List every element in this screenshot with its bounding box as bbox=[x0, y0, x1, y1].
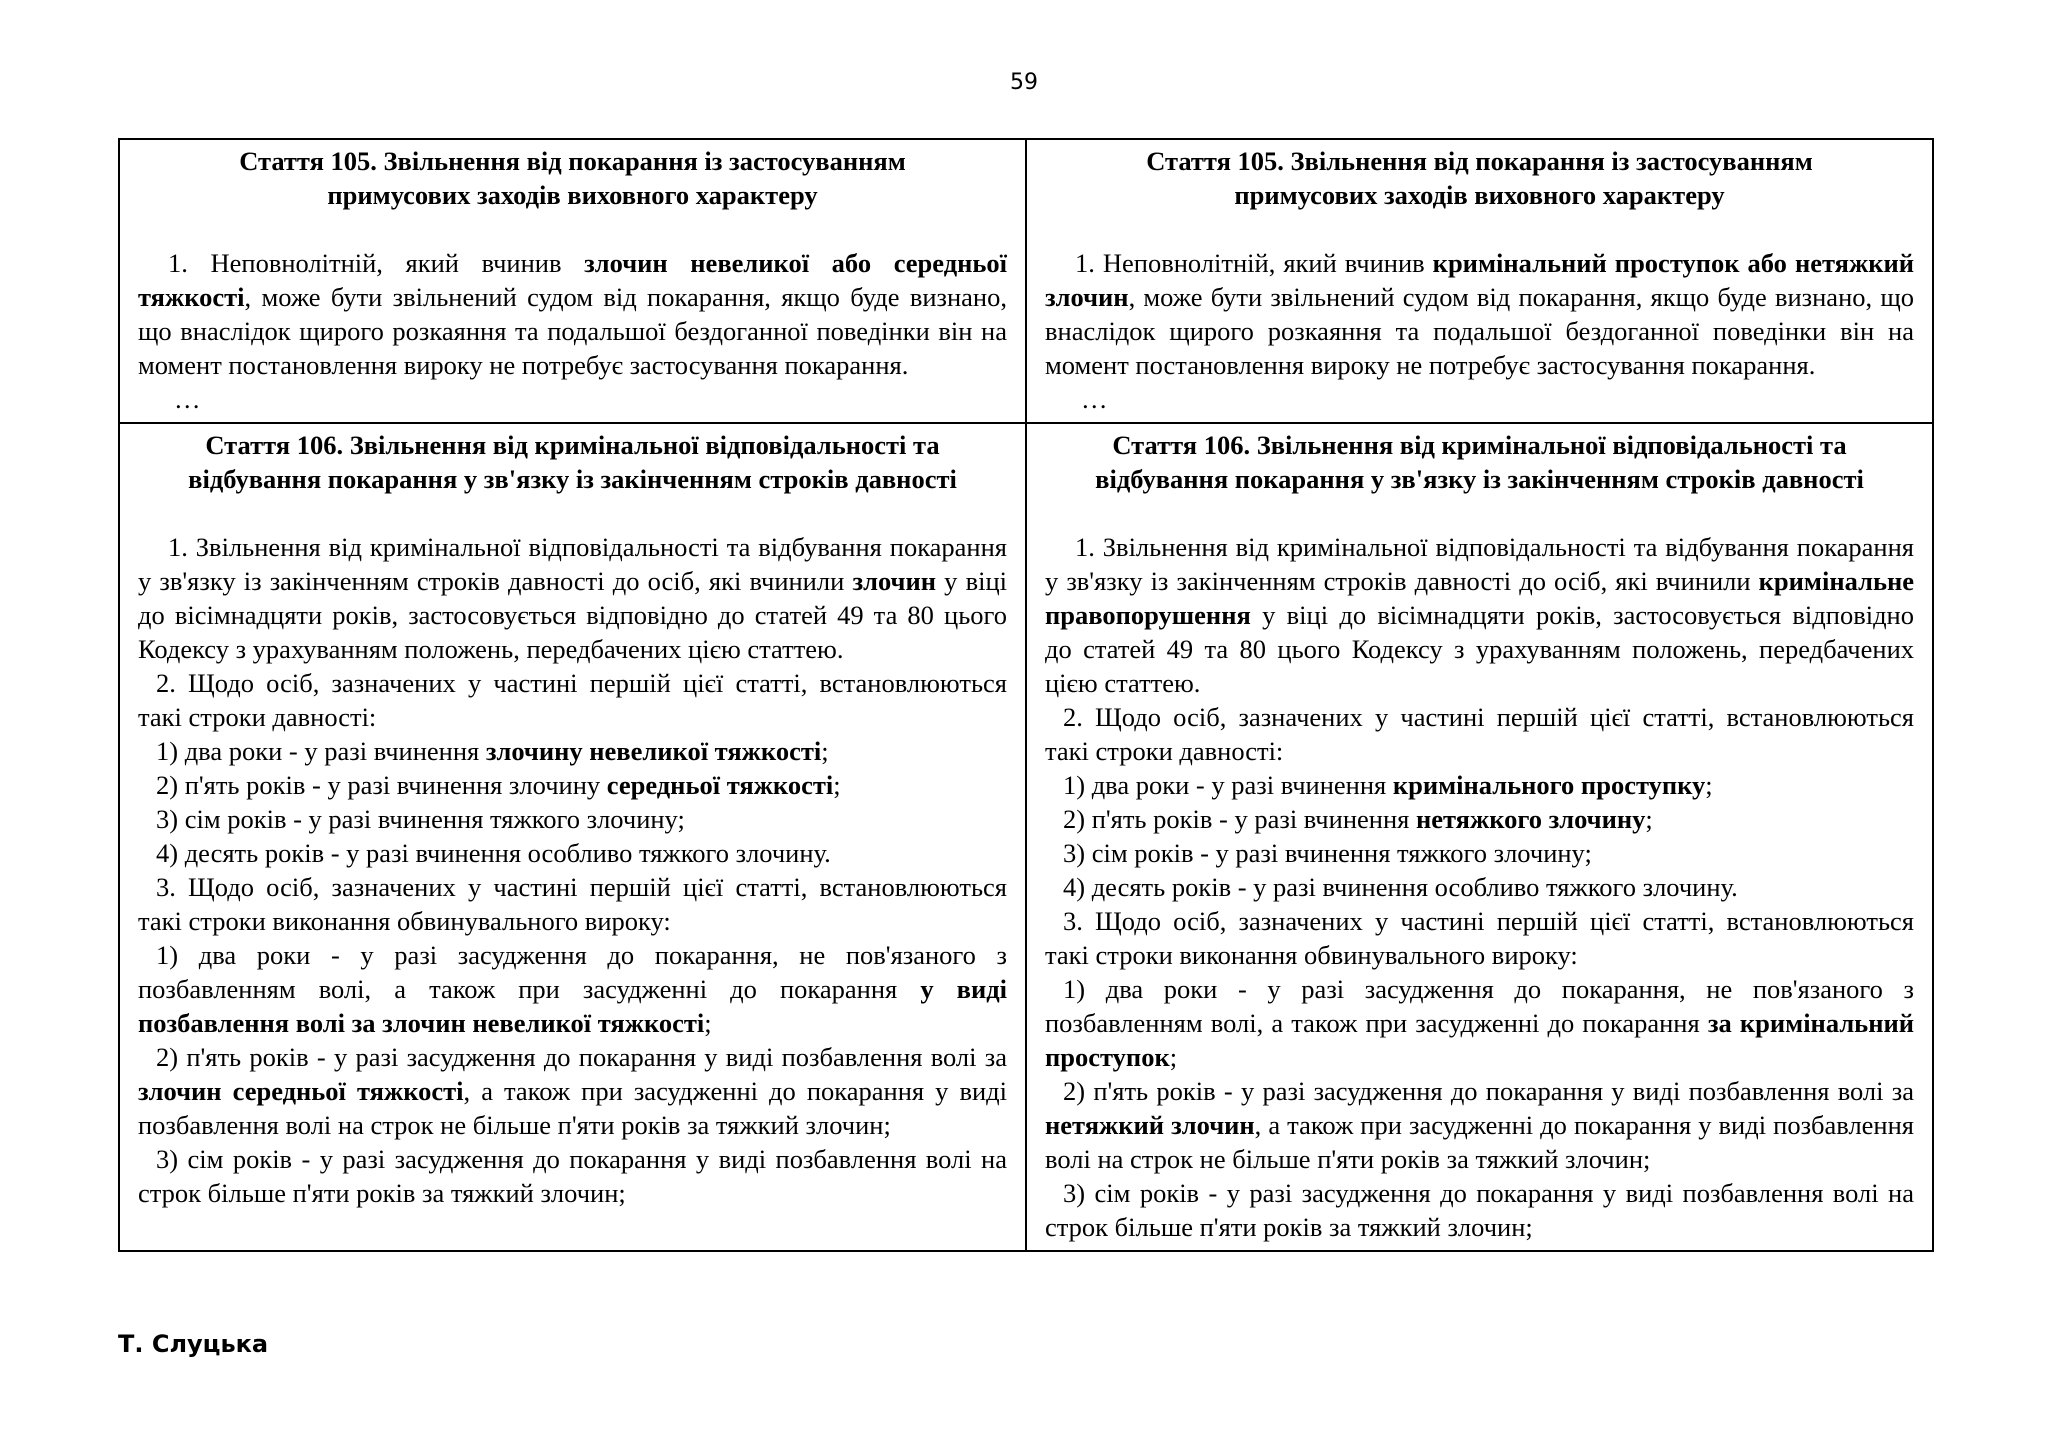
article-title bbox=[138, 428, 1007, 496]
highlighted-text: кримінальний проступок або нетяжкий злочин bbox=[1045, 248, 1914, 312]
article-title bbox=[138, 144, 1007, 212]
highlighted-text: злочину невеликої тяжкості bbox=[485, 736, 822, 766]
highlighted-text: середньої тяжкості bbox=[606, 770, 834, 800]
list-item bbox=[138, 768, 1007, 802]
paragraph: 3. Щодо осіб, зазначених у частині першій цієї статті, встановлюються такі строки виконання обвинувального вироку: bbox=[1045, 906, 1914, 970]
highlighted-text: злочин середньої тяжкості bbox=[138, 1076, 464, 1106]
text: ; bbox=[704, 1008, 712, 1038]
text: 1. Неповнолітній, який вчинив bbox=[1075, 248, 1433, 278]
author-signature: Т. Слуцька bbox=[118, 1330, 269, 1358]
text: 1) два роки - у разі вчинення bbox=[1063, 770, 1393, 800]
highlighted-text: кримінальне правопорушення bbox=[1045, 566, 1914, 630]
paragraph: 2. Щодо осіб, зазначених у частині першій цієї статті, встановлюються такі строки давності: bbox=[138, 668, 1007, 732]
highlighted-text: нетяжкий злочин bbox=[1045, 1110, 1255, 1140]
comparison-table bbox=[118, 138, 1934, 1252]
list-item bbox=[1045, 768, 1914, 802]
text: , а також при засудженні до покарання у виді позбавлення волі на строк не більше п'яти років за тяжкий злочин; bbox=[1045, 1110, 1914, 1174]
list-item bbox=[1045, 972, 1914, 1074]
text: у віці до вісімнадцяти років, застосовується відповідно до статей 49 та 80 цього Кодексу з урахуванням положень, передбачених цією статтею. bbox=[1045, 600, 1914, 698]
text: ; bbox=[821, 736, 829, 766]
highlighted-text: злочин невеликої або середньої тяжкості bbox=[138, 248, 1007, 312]
table-row bbox=[119, 423, 1933, 1251]
text: 1) два роки - у разі вчинення bbox=[156, 736, 486, 766]
ellipsis: … bbox=[174, 384, 201, 414]
text: 1) два роки - у разі засудження до покарання, не пов'язаного з позбавленням волі, а також при засудженні до покарання bbox=[138, 940, 1007, 1004]
article-title-line: Стаття 105. Звільнення від покарання із застосуванням bbox=[1146, 146, 1813, 176]
list-item: 3) сім років - у разі засудження до покарання у виді позбавлення волі на строк більше п'яти років за тяжкий злочин; bbox=[138, 1144, 1007, 1208]
ellipsis: … bbox=[1081, 384, 1108, 414]
list-item bbox=[138, 938, 1007, 1040]
text: 1. Звільнення від кримінальної відповідальності та відбування покарання у зв'язку із закінченням строків давності до осіб, які вчинили bbox=[1045, 532, 1914, 596]
paragraph bbox=[1045, 246, 1914, 382]
paragraph bbox=[1045, 530, 1914, 700]
list-item: 4) десять років - у разі вчинення особливо тяжкого злочину. bbox=[1063, 872, 1738, 902]
text: 2) п'ять років - у разі вчинення bbox=[1063, 804, 1416, 834]
list-item bbox=[138, 1040, 1007, 1142]
paragraph: 3. Щодо осіб, зазначених у частині першій цієї статті, встановлюються такі строки виконання обвинувального вироку: bbox=[138, 872, 1007, 936]
list-item: 3) сім років - у разі засудження до покарання у виді позбавлення волі на строк більше п'яти років за тяжкий злочин; bbox=[1045, 1178, 1914, 1242]
text: 1. Звільнення від кримінальної відповідальності та відбування покарання у зв'язку із закінченням строків давності до осіб, які вчинили bbox=[138, 532, 1007, 596]
text: у віці до вісімнадцяти років, застосовується відповідно до статей 49 та 80 цього Кодексу з урахуванням положень, передбачених цією статтею. bbox=[138, 566, 1007, 664]
highlighted-text: кримінального проступку bbox=[1392, 770, 1706, 800]
text: 1) два роки - у разі засудження до покарання, не пов'язаного з позбавленням волі, а також при засудженні до покарання bbox=[1045, 974, 1914, 1038]
article-title-line: Стаття 106. Звільнення від кримінальної відповідальності та bbox=[205, 430, 940, 460]
list-item bbox=[138, 734, 1007, 768]
list-item: 3) сім років - у разі вчинення тяжкого злочину; bbox=[1063, 838, 1592, 868]
highlighted-text: за кримінальний проступок bbox=[1045, 1008, 1914, 1072]
paragraph bbox=[138, 246, 1007, 382]
text: 2) п'ять років - у разі засудження до покарання у виді позбавлення волі за bbox=[1063, 1076, 1914, 1106]
article-title-line: відбування покарання у зв'язку із закінченням строків давності bbox=[188, 464, 957, 494]
highlighted-text: у виді позбавлення волі за злочин невеликої тяжкості bbox=[138, 974, 1007, 1038]
text: 2) п'ять років - у разі вчинення злочину bbox=[156, 770, 607, 800]
cell-article-106-current bbox=[119, 423, 1026, 1251]
cell-article-106-proposed bbox=[1026, 423, 1933, 1251]
text: ; bbox=[1705, 770, 1713, 800]
text: ; bbox=[1169, 1042, 1178, 1072]
article-title-line: Стаття 105. Звільнення від покарання із застосуванням bbox=[239, 146, 906, 176]
article-title bbox=[1045, 144, 1914, 212]
article-title-line: примусових заходів виховного характеру bbox=[327, 180, 818, 210]
paragraph: 2. Щодо осіб, зазначених у частині першій цієї статті, встановлюються такі строки давності: bbox=[1045, 702, 1914, 766]
text: , а також при засудженні до покарання у виді позбавлення волі на строк не більше п'яти років за тяжкий злочин; bbox=[138, 1076, 1007, 1140]
cell-article-105-current bbox=[119, 139, 1026, 423]
article-title bbox=[1045, 428, 1914, 496]
highlighted-text: злочин bbox=[852, 566, 937, 596]
text: 2) п'ять років - у разі засудження до покарання у виді позбавлення волі за bbox=[156, 1042, 1007, 1072]
list-item: 4) десять років - у разі вчинення особливо тяжкого злочину. bbox=[156, 838, 831, 868]
article-title-line: Стаття 106. Звільнення від кримінальної відповідальності та bbox=[1112, 430, 1847, 460]
article-title-line: відбування покарання у зв'язку із закінченням строків давності bbox=[1095, 464, 1864, 494]
text: , може бути звільнений судом від покарання, якщо буде визнано, що внаслідок щирого розкаяння та подальшої бездоганної поведінки він на момент постановлення вироку не потребує застосування покарання. bbox=[138, 282, 1007, 380]
table-row bbox=[119, 139, 1933, 423]
page-number: 59 bbox=[1010, 70, 1038, 95]
text: ; bbox=[833, 770, 841, 800]
text: ; bbox=[1645, 804, 1653, 834]
list-item: 3) сім років - у разі вчинення тяжкого злочину; bbox=[156, 804, 685, 834]
article-title-line: примусових заходів виховного характеру bbox=[1234, 180, 1725, 210]
cell-article-105-proposed bbox=[1026, 139, 1933, 423]
text: 1. Неповнолітній, який вчинив bbox=[168, 248, 585, 278]
text: , може бути звільнений судом від покарання, якщо буде визнано, що внаслідок щирого розкаяння та подальшої бездоганної поведінки він на момент постановлення вироку не потребує застосування покарання. bbox=[1045, 282, 1914, 380]
highlighted-text: нетяжкого злочину bbox=[1415, 804, 1646, 834]
list-item bbox=[1045, 1074, 1914, 1176]
list-item bbox=[1045, 802, 1914, 836]
paragraph bbox=[138, 530, 1007, 666]
